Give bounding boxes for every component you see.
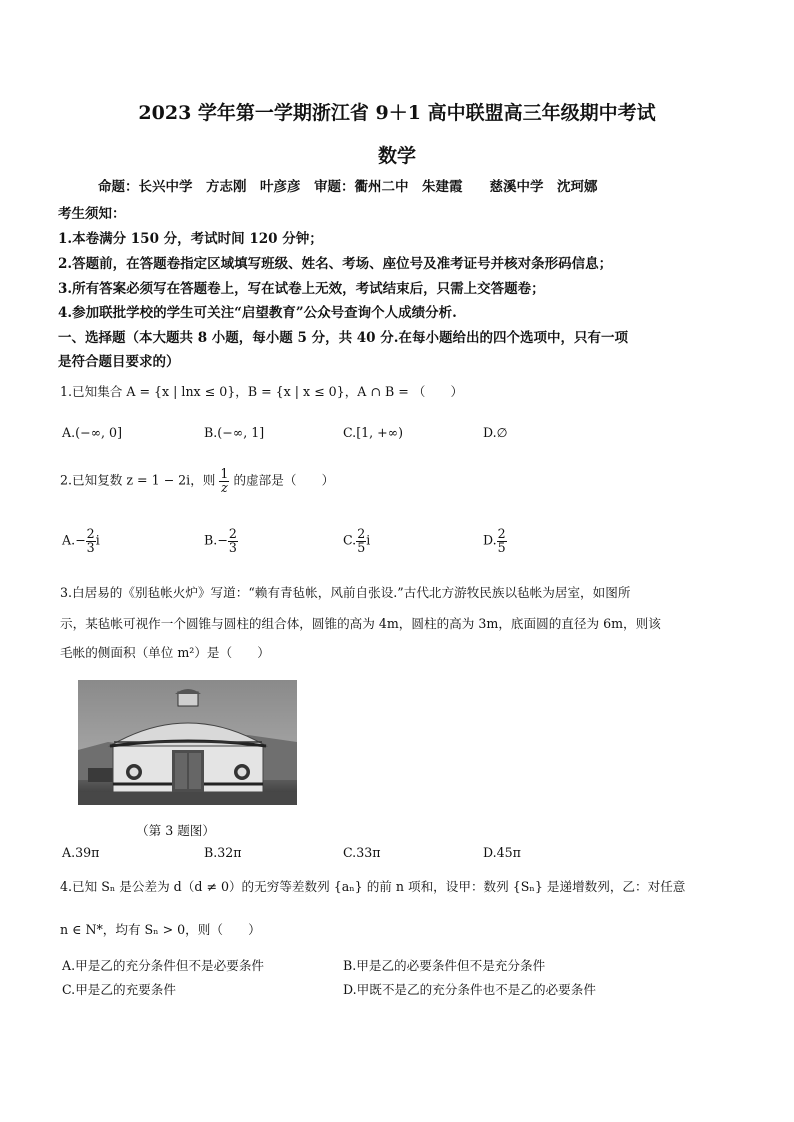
option-suffix: i <box>366 532 371 548</box>
q1-option-a: A.(−∞, 0] <box>62 425 122 440</box>
frac-num: 2 <box>228 526 237 541</box>
frac-den: 5 <box>497 539 506 555</box>
question-4-line2: n ∈ N*，均有 Sₙ > 0，则（ ） <box>60 922 261 937</box>
option-fraction <box>497 528 507 554</box>
q3-option-b: B.32π <box>204 845 242 860</box>
notice-item: 3.所有答案必须写在答题卷上，写在试卷上无效，考试结束后，只需上交答题卷； <box>58 281 545 297</box>
frac-num: 2 <box>86 526 95 541</box>
exam-authors: 命题：长兴中学 方志刚 叶彦彦 审题：衢州二中 朱建霞 慈溪中学 沈珂娜 <box>98 179 598 195</box>
q2-option-b <box>204 528 238 554</box>
option-label: C. <box>343 532 357 548</box>
frac-num: 2 <box>357 526 366 541</box>
option-fraction <box>228 528 238 554</box>
question-2-stem <box>60 468 334 494</box>
option-label: B. <box>204 532 218 548</box>
yurt-illustration <box>78 680 297 805</box>
section-heading: 一、选择题（本大题共 8 小题，每小题 5 分，共 40 分.在每小题给出的四个选项中，只有一项 <box>58 330 628 346</box>
q1-option-b: B.(−∞, 1] <box>204 425 265 440</box>
notice-item: 1.本卷满分 150 分，考试时间 120 分钟； <box>58 231 323 247</box>
option-label: A. <box>62 532 76 548</box>
q4-option-b: B.甲是乙的必要条件但不是充分条件 <box>343 958 546 973</box>
q2-frac-num: 1 <box>220 466 229 481</box>
q2-frac-den: z <box>221 479 228 495</box>
q2-option-c <box>343 528 370 554</box>
frac-den: 3 <box>86 539 95 555</box>
q2-option-d <box>483 528 507 554</box>
q4-option-c: C.甲是乙的充要条件 <box>62 982 176 997</box>
frac-den: 5 <box>357 539 366 555</box>
q2-stem-post: 的虚部是（ ） <box>233 472 335 488</box>
notice-heading: 考生须知： <box>58 206 126 222</box>
frac-den: 3 <box>228 539 237 555</box>
exam-subject: 数学 <box>377 145 416 167</box>
q3-option-c: C.33π <box>343 845 381 860</box>
question-3-line2: 示，某毡帐可视作一个圆锥与圆柱的组合体，圆锥的高为 4m，圆柱的高为 3m，底面圆的直径为 6m，则该 <box>60 616 661 631</box>
q1-option-c: C.[1, +∞) <box>343 425 404 440</box>
figure-caption: （第 3 题图） <box>136 823 215 838</box>
q1-option-d: D.∅ <box>483 425 508 440</box>
notice-item: 2.答题前，在答题卷指定区域填写班级、姓名、考场、座位号及准考证号并核对条形码信息； <box>58 256 613 272</box>
exam-title: 2023 学年第一学期浙江省 9＋1 高中联盟高三年级期中考试 <box>138 102 656 124</box>
q2-stem-pre: 2.已知复数 z = 1 − 2i，则 <box>60 472 216 488</box>
q4-option-a: A.甲是乙的充分条件但不是必要条件 <box>62 958 265 973</box>
question-1-stem: 1.已知集合 A = {x | lnx ≤ 0}，B = {x | x ≤ 0}，A ∩ B = （ ） <box>60 384 464 399</box>
option-label: D. <box>483 532 497 548</box>
option-fraction <box>86 528 96 554</box>
option-fraction <box>356 528 366 554</box>
option-sign: − <box>75 532 86 548</box>
question-3-line1: 3.白居易的《别毡帐火炉》写道：“赖有青毡帐，风前自张设.”古代北方游牧民族以毡帐为居室，如图所 <box>60 585 631 600</box>
q2-option-a <box>62 528 100 554</box>
yurt-photo <box>78 680 297 805</box>
q3-option-a: A.39π <box>62 845 100 860</box>
section-heading-cont: 是符合题目要求的） <box>58 354 180 370</box>
q3-option-d: D.45π <box>483 845 521 860</box>
q4-option-d: D.甲既不是乙的充分条件也不是乙的必要条件 <box>343 982 596 997</box>
question-4-line1: 4.已知 Sₙ 是公差为 d（d ≠ 0）的无穷等差数列 {aₙ} 的前 n 项和，设甲：数列 {Sₙ} 是递增数列，乙：对任意 <box>60 879 686 894</box>
option-suffix: i <box>95 532 100 548</box>
notice-item: 4.参加联批学校的学生可关注“启望教育”公众号查询个人成绩分析. <box>58 305 457 321</box>
q2-fraction <box>219 468 229 494</box>
option-sign: − <box>217 532 228 548</box>
frac-num: 2 <box>497 526 506 541</box>
question-3-line3: 毛帐的侧面积（单位 m²）是（ ） <box>60 645 270 660</box>
